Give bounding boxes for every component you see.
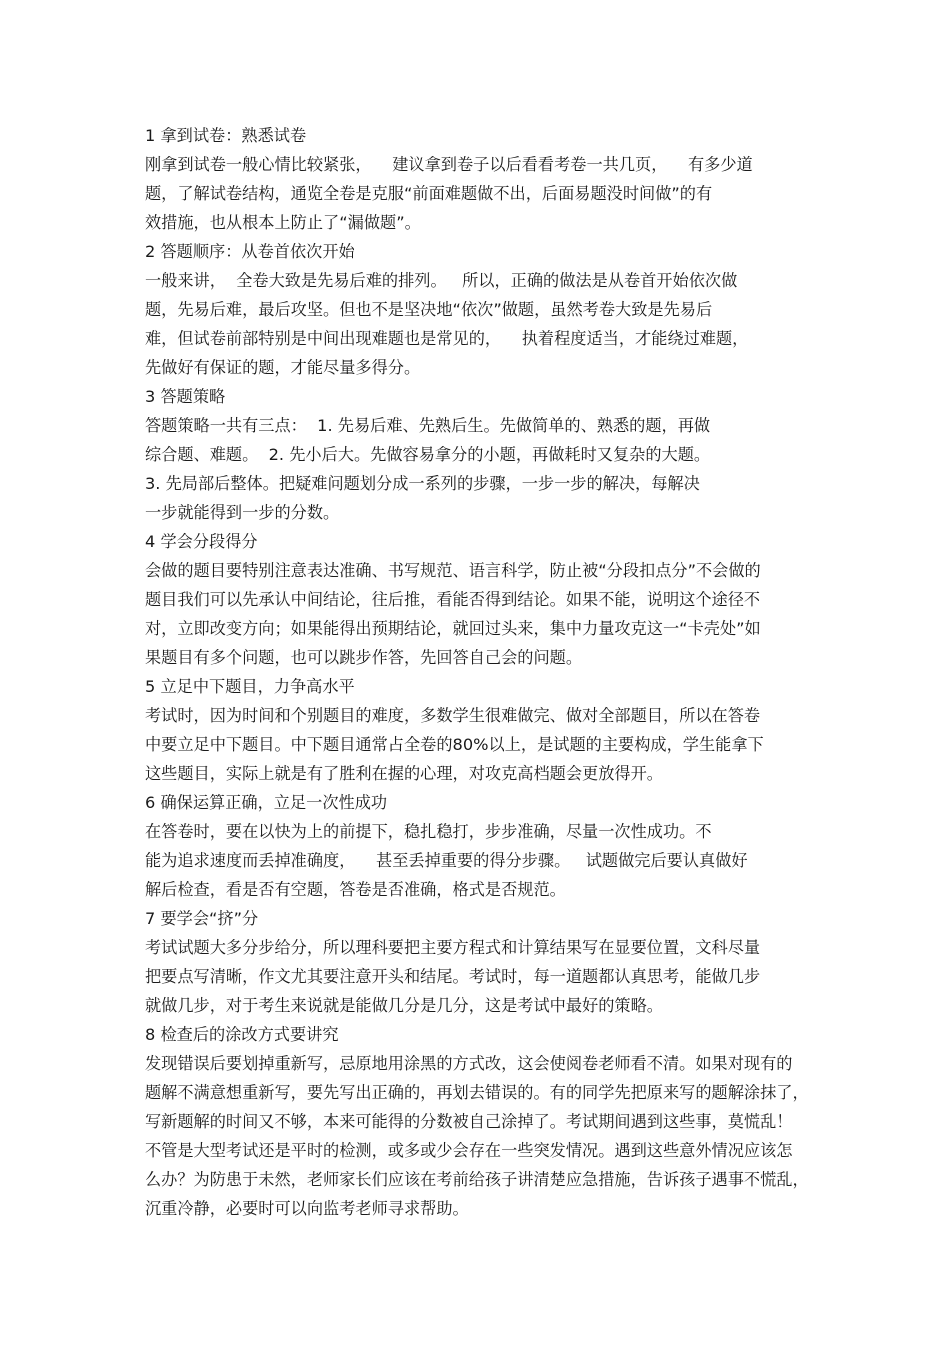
paragraph-line: 答题策略一共有三点： 1. 先易后难、先熟后生。先做简单的、熟悉的题，再做 xyxy=(145,416,711,435)
paragraph-line: 沉重冷静，必要时可以向监考老师寻求帮助。 xyxy=(145,1199,469,1218)
paragraph-line: 题目我们可以先承认中间结论，往后推，看能否得到结论。如果不能，说明这个途径不 xyxy=(145,590,761,609)
paragraph-line: 3. 先局部后整体。把疑难问题划分成一系列的步骤，一步一步的解决，每解决 xyxy=(145,474,700,493)
section-heading-2: 2 答题顺序：从卷首依次开始 xyxy=(145,242,355,261)
paragraph-line: 题，了解试卷结构，通览全卷是克服“前面难题做不出，后面易题没时间做”的有 xyxy=(145,184,713,203)
paragraph-line: 一步就能得到一步的分数。 xyxy=(145,503,340,522)
paragraph-line: 这些题目，实际上就是有了胜利在握的心理，对攻克高档题会更放得开。 xyxy=(145,764,663,783)
paragraph-line: 会做的题目要特别注意表达准确、书写规范、语言科学，防止被“分段扣点分”不会做的 xyxy=(145,561,761,580)
section-heading-6: 6 确保运算正确，立足一次性成功 xyxy=(145,793,388,812)
section-heading-4: 4 学会分段得分 xyxy=(145,532,258,551)
section-heading-3: 3 答题策略 xyxy=(145,387,226,406)
document-body xyxy=(145,121,835,1223)
paragraph-line: 题，先易后难，最后攻坚。但也不是坚决地“依次”做题，虽然考卷大致是先易后 xyxy=(145,300,713,319)
paragraph-line: 么办？为防患于未然，老师家长们应该在考前给孩子讲清楚应急措施，告诉孩子遇事不慌乱， xyxy=(145,1170,809,1189)
paragraph-line: 刚拿到试卷一般心情比较紧张， 建议拿到卷子以后看看考卷一共几页， 有多少道 xyxy=(145,155,753,174)
paragraph-line: 果题目有多个问题，也可以跳步作答，先回答自己会的问题。 xyxy=(145,648,583,667)
paragraph-line: 考试时，因为时间和个别题目的难度，多数学生很难做完、做对全部题目，所以在答卷 xyxy=(145,706,761,725)
section-heading-1: 1 拿到试卷：熟悉试卷 xyxy=(145,126,307,145)
paragraph-line: 考试试题大多分步给分，所以理科要把主要方程式和计算结果写在显要位置，文科尽量 xyxy=(145,938,761,957)
paragraph-line: 中要立足中下题目。中下题目通常占全卷的80%以上，是试题的主要构成，学生能拿下 xyxy=(145,735,764,754)
section-heading-5: 5 立足中下题目，力争高水平 xyxy=(145,677,355,696)
paragraph-line: 解后检查，看是否有空题，答卷是否准确，格式是否规范。 xyxy=(145,880,566,899)
section-heading-8: 8 检查后的涂改方式要讲究 xyxy=(145,1025,339,1044)
paragraph-line: 题解不满意想重新写，要先写出正确的，再划去错误的。有的同学先把原来写的题解涂抹了， xyxy=(145,1083,809,1102)
paragraph-line: 效措施，也从根本上防止了“漏做题”。 xyxy=(145,213,421,232)
paragraph-line: 就做几步，对于考生来说就是能做几分是几分，这是考试中最好的策略。 xyxy=(145,996,663,1015)
paragraph-line: 在答卷时，要在以快为上的前提下，稳扎稳打，步步准确，尽量一次性成功。不 xyxy=(145,822,712,841)
paragraph-line: 难，但试卷前部特别是中间出现难题也是常见的， 执着程度适当，才能绕过难题， xyxy=(145,329,749,348)
paragraph-line: 写新题解的时间又不够，本来可能得的分数被自己涂掉了。考试期间遇到这些事，莫慌乱！ xyxy=(145,1112,793,1131)
paragraph-line: 发现错误后要划掉重新写，忌原地用涂黑的方式改，这会使阅卷老师看不清。如果对现有的 xyxy=(145,1054,793,1073)
paragraph-line: 对，立即改变方向；如果能得出预期结论，就回过头来，集中力量攻克这一“卡壳处”如 xyxy=(145,619,761,638)
paragraph-line: 综合题、难题。 2. 先小后大。先做容易拿分的小题，再做耗时又复杂的大题。 xyxy=(145,445,711,464)
paragraph-line: 一般来讲， 全卷大致是先易后难的排列。 所以，正确的做法是从卷首开始依次做 xyxy=(145,271,738,290)
paragraph-line: 先做好有保证的题，才能尽量多得分。 xyxy=(145,358,421,377)
paragraph-line: 把要点写清晰，作文尤其要注意开头和结尾。考试时，每一道题都认真思考，能做几步 xyxy=(145,967,761,986)
section-heading-7: 7 要学会“挤”分 xyxy=(145,909,259,928)
paragraph-line: 不管是大型考试还是平时的检测，或多或少会存在一些突发情况。遇到这些意外情况应该怎 xyxy=(145,1141,793,1160)
paragraph-line: 能为追求速度而丢掉准确度， 甚至丢掉重要的得分步骤。 试题做完后要认真做好 xyxy=(145,851,748,870)
